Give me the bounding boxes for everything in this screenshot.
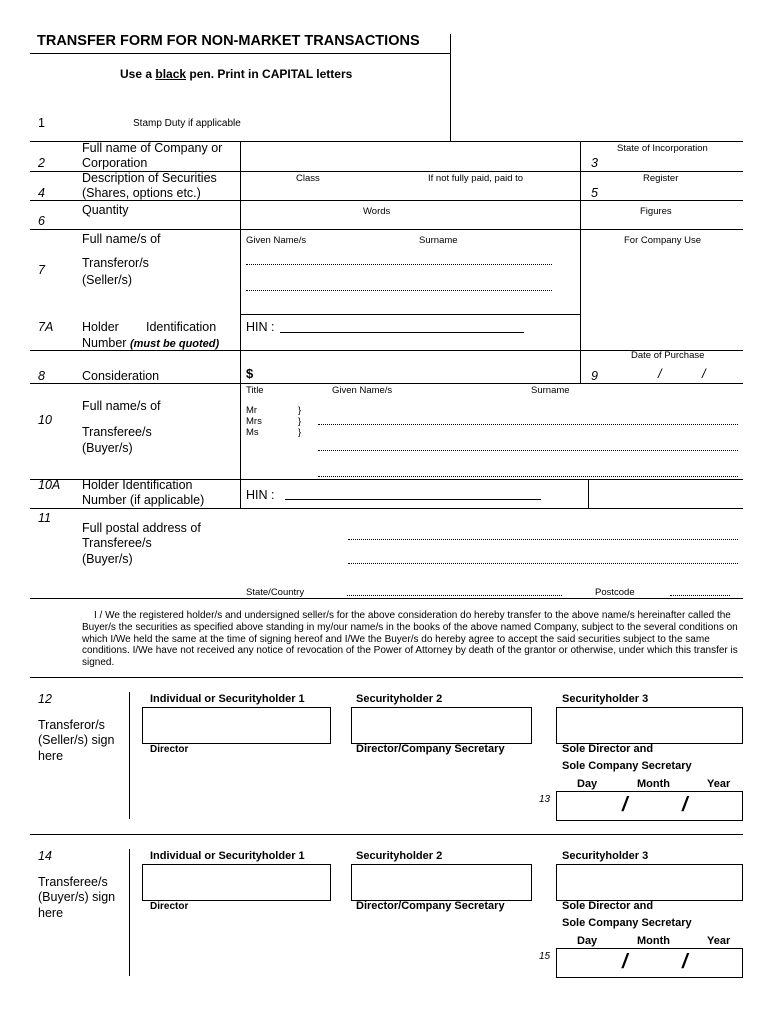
seller-sign-label-l1: Transferor/s bbox=[38, 718, 105, 732]
row12-number: 12 bbox=[38, 692, 52, 706]
row2-number: 2 bbox=[38, 156, 45, 170]
company-name-label-l1: Full name of Company or bbox=[82, 141, 223, 155]
transferor-surname-label: Surname bbox=[419, 235, 458, 246]
title-label: Title bbox=[246, 385, 264, 396]
grid-vline bbox=[580, 350, 581, 383]
transferee-name-line-1[interactable] bbox=[318, 424, 738, 425]
title-brace-3: } bbox=[298, 427, 302, 438]
holder-id-label-l2: Number (must be quoted) bbox=[82, 336, 220, 350]
grid-line bbox=[30, 200, 743, 201]
row6-number: 6 bbox=[38, 214, 45, 228]
seller-date-year-label: Year bbox=[707, 778, 731, 790]
buyer-holder-id-label-l1: Holder Identification bbox=[82, 478, 193, 492]
seller-date-slash-1: / bbox=[622, 794, 628, 816]
paid-to-label: If not fully paid, paid to bbox=[428, 173, 524, 184]
buyer-sh3-signature-box[interactable] bbox=[556, 864, 743, 901]
holder-id-label-l1b: Identification bbox=[146, 320, 217, 334]
holder-id-label-l1a: Holder bbox=[82, 320, 119, 334]
grid-line bbox=[30, 229, 743, 230]
instruction-text: Use a black pen. Print in CAPITAL letters bbox=[120, 67, 353, 81]
buyer-sh1-role: Director bbox=[150, 901, 189, 912]
state-incorporation-label: State of Incorporation bbox=[617, 143, 708, 154]
seller-date-slash-2: / bbox=[682, 794, 688, 816]
date-purchase-label: Date of Purchase bbox=[631, 350, 705, 361]
transferor-given-label: Given Name/s bbox=[246, 235, 307, 246]
buyer-hin-label: HIN : bbox=[246, 488, 275, 502]
buyer-date-slash-2: / bbox=[682, 951, 688, 973]
seller-date-box[interactable] bbox=[556, 791, 743, 821]
row15-number: 15 bbox=[539, 951, 551, 962]
grid-vline bbox=[588, 479, 589, 508]
consideration-label: Consideration bbox=[82, 369, 160, 383]
buyer-sh1-heading: Individual or Securityholder 1 bbox=[150, 850, 305, 862]
declaration-text: I / We the registered holder/s and undersigned seller/s for the above consideration do hereby transfer to the above name/s hereinafter called the Buyer/s the securities as specified above standing in my/our name/s in the books of the above named Company, subject to the several conditions on which I/We held the same at the time of signing hereof and I/We the Buyer/s do hereby agree to accept the said securities subject to the same conditions. I/We have not received any notice of revocation of the Power of Attorney by death of the grantor or otherwise, under which this transfer is signed. bbox=[82, 610, 738, 669]
seller-sh3-heading: Securityholder 3 bbox=[562, 693, 649, 705]
sign14-divider bbox=[129, 849, 130, 976]
buyer-date-slash-1: / bbox=[622, 951, 628, 973]
buyer-sign-label-l1: Transferee/s bbox=[38, 875, 108, 889]
title-mr[interactable]: Mr bbox=[246, 405, 258, 416]
transferee-label-l3: (Buyer/s) bbox=[82, 441, 133, 455]
seller-sh2-heading: Securityholder 2 bbox=[356, 693, 443, 705]
company-name-label-l2: Corporation bbox=[82, 156, 148, 170]
grid-line bbox=[240, 314, 580, 315]
seller-hin-label: HIN : bbox=[246, 320, 275, 334]
title-underline bbox=[30, 53, 450, 54]
purchase-date-slash-2: / bbox=[702, 366, 706, 381]
grid-vline bbox=[580, 141, 581, 229]
transferor-name-line-1[interactable] bbox=[246, 264, 552, 265]
purchase-date-slash-1: / bbox=[658, 366, 662, 381]
row1-number: 1 bbox=[38, 116, 45, 130]
buyer-date-year-label: Year bbox=[707, 935, 731, 947]
buyer-sh1-signature-box[interactable] bbox=[142, 864, 331, 901]
grid-vline bbox=[240, 383, 241, 508]
sign-section-divider bbox=[30, 834, 743, 835]
stamp-duty-label: Stamp Duty if applicable bbox=[133, 118, 241, 129]
grid-line bbox=[30, 508, 743, 509]
buyer-date-day-label: Day bbox=[577, 935, 598, 947]
header-divider bbox=[450, 34, 451, 141]
words-label: Words bbox=[363, 206, 391, 217]
title-ms[interactable]: Ms bbox=[246, 427, 259, 438]
company-use-label: For Company Use bbox=[624, 235, 702, 246]
transferee-name-line-2[interactable] bbox=[318, 450, 738, 451]
transferee-name-line-3[interactable] bbox=[318, 476, 738, 477]
transferee-surname-label: Surname bbox=[531, 385, 570, 396]
buyer-date-box[interactable] bbox=[556, 948, 743, 978]
buyer-sign-label-l3: here bbox=[38, 906, 64, 920]
declaration-divider bbox=[30, 677, 743, 678]
class-label: Class bbox=[296, 173, 320, 184]
transferor-label-l2: Transferor/s bbox=[82, 256, 149, 270]
sign12-divider bbox=[129, 692, 130, 819]
title-brace-2: } bbox=[298, 416, 302, 427]
seller-date-month-label: Month bbox=[637, 778, 670, 790]
register-label: Register bbox=[643, 173, 679, 184]
transferor-name-line-2[interactable] bbox=[246, 290, 552, 291]
row3-number: 3 bbox=[591, 156, 598, 170]
seller-sign-label-l2: (Seller/s) sign bbox=[38, 733, 115, 747]
row10a-number: 10A bbox=[38, 478, 61, 492]
transferor-label-l1: Full name/s of bbox=[82, 232, 161, 246]
buyer-sign-label-l2: (Buyer/s) sign bbox=[38, 890, 116, 904]
seller-date-day-label: Day bbox=[577, 778, 598, 790]
title-brace-1: } bbox=[298, 405, 302, 416]
postcode-field[interactable] bbox=[670, 595, 730, 596]
seller-sign-label-l3: here bbox=[38, 749, 64, 763]
address-line-1[interactable] bbox=[348, 539, 738, 540]
state-country-label: State/Country bbox=[246, 587, 305, 598]
row5-number: 5 bbox=[591, 186, 598, 200]
securities-desc-label-l1: Description of Securities bbox=[82, 171, 217, 185]
transferee-given-label: Given Name/s bbox=[332, 385, 393, 396]
grid-vline bbox=[240, 141, 241, 383]
form-title: TRANSFER FORM FOR NON-MARKET TRANSACTIONS bbox=[37, 33, 420, 49]
grid-line bbox=[30, 598, 743, 599]
transferor-label-l3: (Seller/s) bbox=[82, 273, 133, 287]
row8-number: 8 bbox=[38, 369, 45, 383]
address-label-l3: (Buyer/s) bbox=[82, 552, 133, 566]
row11-number: 11 bbox=[38, 511, 51, 525]
row7-number: 7 bbox=[38, 263, 45, 277]
row13-number: 13 bbox=[539, 794, 551, 805]
state-country-field[interactable] bbox=[347, 595, 562, 596]
address-label-l1: Full postal address of bbox=[82, 521, 201, 535]
address-label-l2: Transferee/s bbox=[82, 536, 152, 550]
transferee-label-l2: Transferee/s bbox=[82, 425, 152, 439]
seller-sh3-role-l2: Sole Company Secretary bbox=[562, 760, 692, 772]
dollar-sign: $ bbox=[246, 366, 254, 381]
seller-sh3-role-l1: Sole Director and bbox=[562, 743, 654, 755]
seller-sh1-heading: Individual or Securityholder 1 bbox=[150, 693, 305, 705]
seller-sh1-role: Director bbox=[150, 744, 189, 755]
grid-line bbox=[30, 383, 743, 384]
row9-number: 9 bbox=[591, 369, 598, 383]
buyer-sh3-heading: Securityholder 3 bbox=[562, 850, 649, 862]
postcode-label: Postcode bbox=[595, 587, 635, 598]
figures-label: Figures bbox=[640, 206, 672, 217]
row7a-number: 7A bbox=[38, 320, 54, 334]
row4-number: 4 bbox=[38, 186, 45, 200]
buyer-sh2-role: Director/Company Secretary bbox=[356, 900, 505, 912]
row14-number: 14 bbox=[38, 849, 52, 863]
buyer-sh3-role-l2: Sole Company Secretary bbox=[562, 917, 692, 929]
title-mrs[interactable]: Mrs bbox=[246, 416, 262, 427]
transferee-label-l1: Full name/s of bbox=[82, 399, 161, 413]
row10-number: 10 bbox=[38, 413, 52, 427]
buyer-holder-id-label-l2: Number (if applicable) bbox=[82, 493, 205, 507]
securities-desc-label-l2: (Shares, options etc.) bbox=[82, 186, 201, 200]
quantity-label: Quantity bbox=[82, 203, 129, 217]
grid-vline bbox=[580, 229, 581, 350]
buyer-sh2-signature-box[interactable] bbox=[351, 864, 532, 901]
address-line-2[interactable] bbox=[348, 563, 738, 564]
buyer-date-month-label: Month bbox=[637, 935, 670, 947]
seller-hin-field[interactable] bbox=[280, 332, 524, 333]
seller-sh1-signature-box[interactable] bbox=[142, 707, 331, 744]
seller-sh2-role: Director/Company Secretary bbox=[356, 743, 505, 755]
seller-sh2-signature-box[interactable] bbox=[351, 707, 532, 744]
seller-sh3-signature-box[interactable] bbox=[556, 707, 743, 744]
buyer-sh2-heading: Securityholder 2 bbox=[356, 850, 443, 862]
buyer-hin-field[interactable] bbox=[285, 499, 541, 500]
buyer-sh3-role-l1: Sole Director and bbox=[562, 900, 654, 912]
